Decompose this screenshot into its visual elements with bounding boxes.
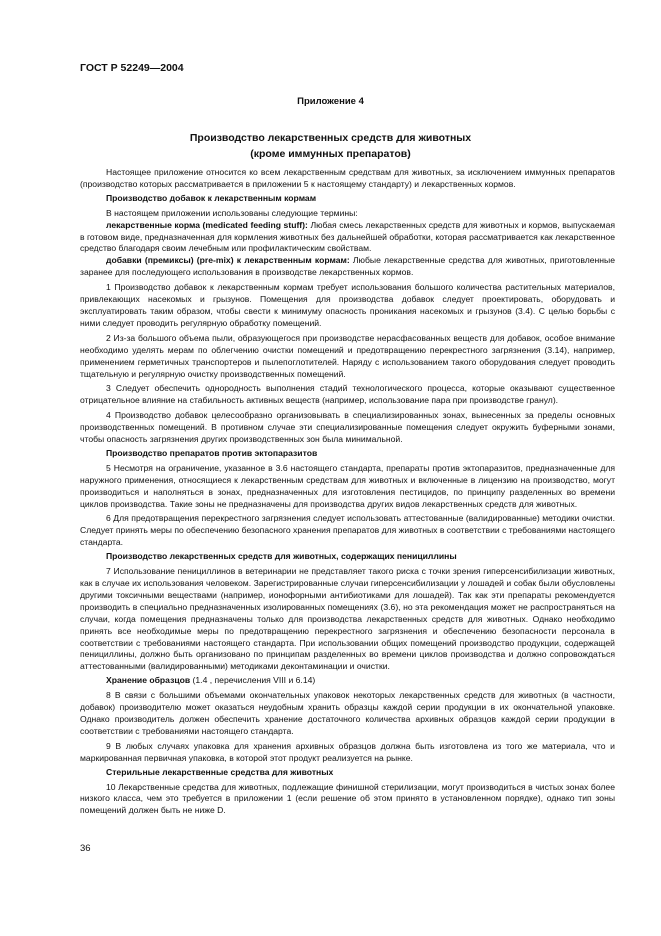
section-heading-samples	[80, 675, 615, 687]
terms-intro: В настоящем приложении использованы следующие термины:	[106, 207, 358, 218]
appendix-label: Приложение 4	[297, 96, 364, 107]
paragraph-4: 4 Производство добавок целесообразно организовывать в специализированных зонах, вынесенных за пределы основных производственных помещений. В противном случае эти специализированные помещения следует окружить буферными зонами, чтобы опасность загрязнения других производственных зон была минимальной.	[80, 410, 615, 445]
title-line-2: (кроме иммунных препаратов)	[250, 147, 411, 160]
samples-heading-ref: (1.4 , перечисления VIII и 6.14)	[190, 675, 316, 686]
section-heading-penicillin: Производство лекарственных средств для животных, содержащих пенициллины	[106, 551, 457, 562]
paragraph-8: 8 В связи с большими объемами окончательных упаковок некоторых лекарственных средств для животных (в частности, добавок) производителю может оказаться неудобным хранить образцы каждой серии продукции в их окончательной упаковке. Однако производитель должен обеспечить хранение достаточного количества архивных образцов каждой серии продукции в соответствии с требованиями настоящего стандарта.	[80, 690, 615, 736]
paragraph-2: 2 Из-за большого объема пыли, образующегося при производстве нерасфасованных веществ для добавок, особое внимание необходимо уделять мерам по облегчению очистки помещений и предотвращению перекрестного загрязнения (3.14), например, применением герметичных транспортеров и пылепоглотителей. Наряду с использованием такого оборудования следует проводить тщательную и регулярную очистку производственных помещений.	[80, 332, 615, 379]
document-title	[0, 131, 661, 162]
paragraph-3: 3 Следует обеспечить однородность выполнения стадий технологического процесса, которые оказывают существенное отрицательное влияние на стабильность активных веществ (например, использование пара при производстве гранул).	[80, 383, 615, 406]
term-name: лекарственные корма (medicated feeding stuff):	[106, 219, 308, 230]
paragraph-6: 6 Для предотвращения перекрестного загрязнения следует использовать аттестованные (валидированные) методики очистки. Следует принять меры по обеспечению безопасного хранения препаратов для животных в соответствии с требованиями настоящего стандарта.	[80, 513, 615, 548]
section-heading-ecto: Производство препаратов против эктопаразитов	[106, 447, 318, 458]
document-body	[80, 167, 615, 817]
intro-paragraph: Настоящее приложение относится ко всем лекарственным средствам для животных, за исключением иммунных препаратов (производство которых рассматривается в приложении 5 к настоящему стандарту) и лекарственных кормов.	[80, 167, 615, 189]
paragraph-10: 10 Лекарственные средства для животных, подлежащие финишной стерилизации, могут производиться в чистых зонах более низкого класса, чем это требуется в приложении 1 (если решение об этом принято в установленном порядке), однако тип зоны помещений должен быть не ниже D.	[80, 781, 615, 816]
term-definition-premix	[80, 255, 615, 279]
term-text: Любая смесь лекарственных средств для животных и кормов, выпускаемая в готовом виде, предназначенная для кормления животных без дальнейшей обработки, которая рассматривается как лекарственное средство благодаря своим лечебным или профилактическим свойствам.	[80, 219, 615, 254]
term-text: Любые лекарственные средства для животных, приготовленные заранее для последующего использования в производстве лекарственных кормов.	[80, 255, 616, 278]
paragraph-7: 7 Использование пенициллинов в ветеринарии не представляет такого риска с точки зрения гиперсенсибилизации животных, как в случае их использования человеком. Зарегистрированные случаи гиперсенсибилизации у лошадей и собак были обусловлены другими токсичными веществами (например, ионофорными антибиотиками для лошадей). Так как эти препараты рекомендуется производить в специально предназначенных изолированных помещениях (3.6), но эта рекомендация может не распространяться на случаи, когда помещения предназначены только для производства лекарственных средств для животных. Однако необходимо принять все необходимые меры по предотвращению перекрестного загрязнения и обеспечению безопасности персонала в соответствии с требованиями настоящего стандарта. При использовании общих помещений производство продукции, содержащей пенициллины, должно быть организовано по принципам разделенных во времени циклов производства и должно сопровождаться аттестованными (валидированными) методиками деконтаминации и очистки.	[80, 566, 615, 672]
page-number: 36	[80, 843, 91, 854]
title-line-1: Производство лекарственных средств для животных	[189, 132, 472, 144]
samples-heading-text: Хранение образцов	[106, 675, 191, 686]
paragraph-9: 9 В любых случаях упаковка для хранения архивных образцов должна быть изготовлена из того же материала, что и маркированная первичная упаковка, в которой этот продукт реализуется на рынке.	[80, 740, 615, 763]
section-heading-sterile: Стерильные лекарственные средства для животных	[106, 766, 334, 777]
term-name: добавки (премиксы) (pre-mix) к лекарственным кормам:	[106, 255, 350, 266]
paragraph-5: 5 Несмотря на ограничение, указанное в 3.6 настоящего стандарта, препараты против эктопаразитов, предназначенные для наружного применения, относящиеся к лекарственным средствам для животных и включенные в лицензию на производство, могут производиться и наполняться в зонах, предназначенных для изготовления пестицидов, по принципу разделенных во времени циклов производства. Такие зоны не предназначены для производства других видов лекарственных средств для животных.	[80, 462, 615, 509]
standard-header: ГОСТ Р 52249—2004	[80, 62, 184, 74]
paragraph-1: 1 Производство добавок к лекарственным кормам требует использования большого количества растительных материалов, привлекающих насекомых и грызунов. Помещения для производства добавок следует проектировать, оборудовать и эксплуатировать таким образом, чтобы свести к минимуму опасность проникания насекомых и грызунов (3.4). С целью борьбы с ними следует проводить регулярную обработку помещений.	[80, 282, 615, 328]
term-definition-medicated-feed	[80, 220, 615, 256]
section-heading-feed: Производство добавок к лекарственным кормам	[106, 192, 317, 203]
